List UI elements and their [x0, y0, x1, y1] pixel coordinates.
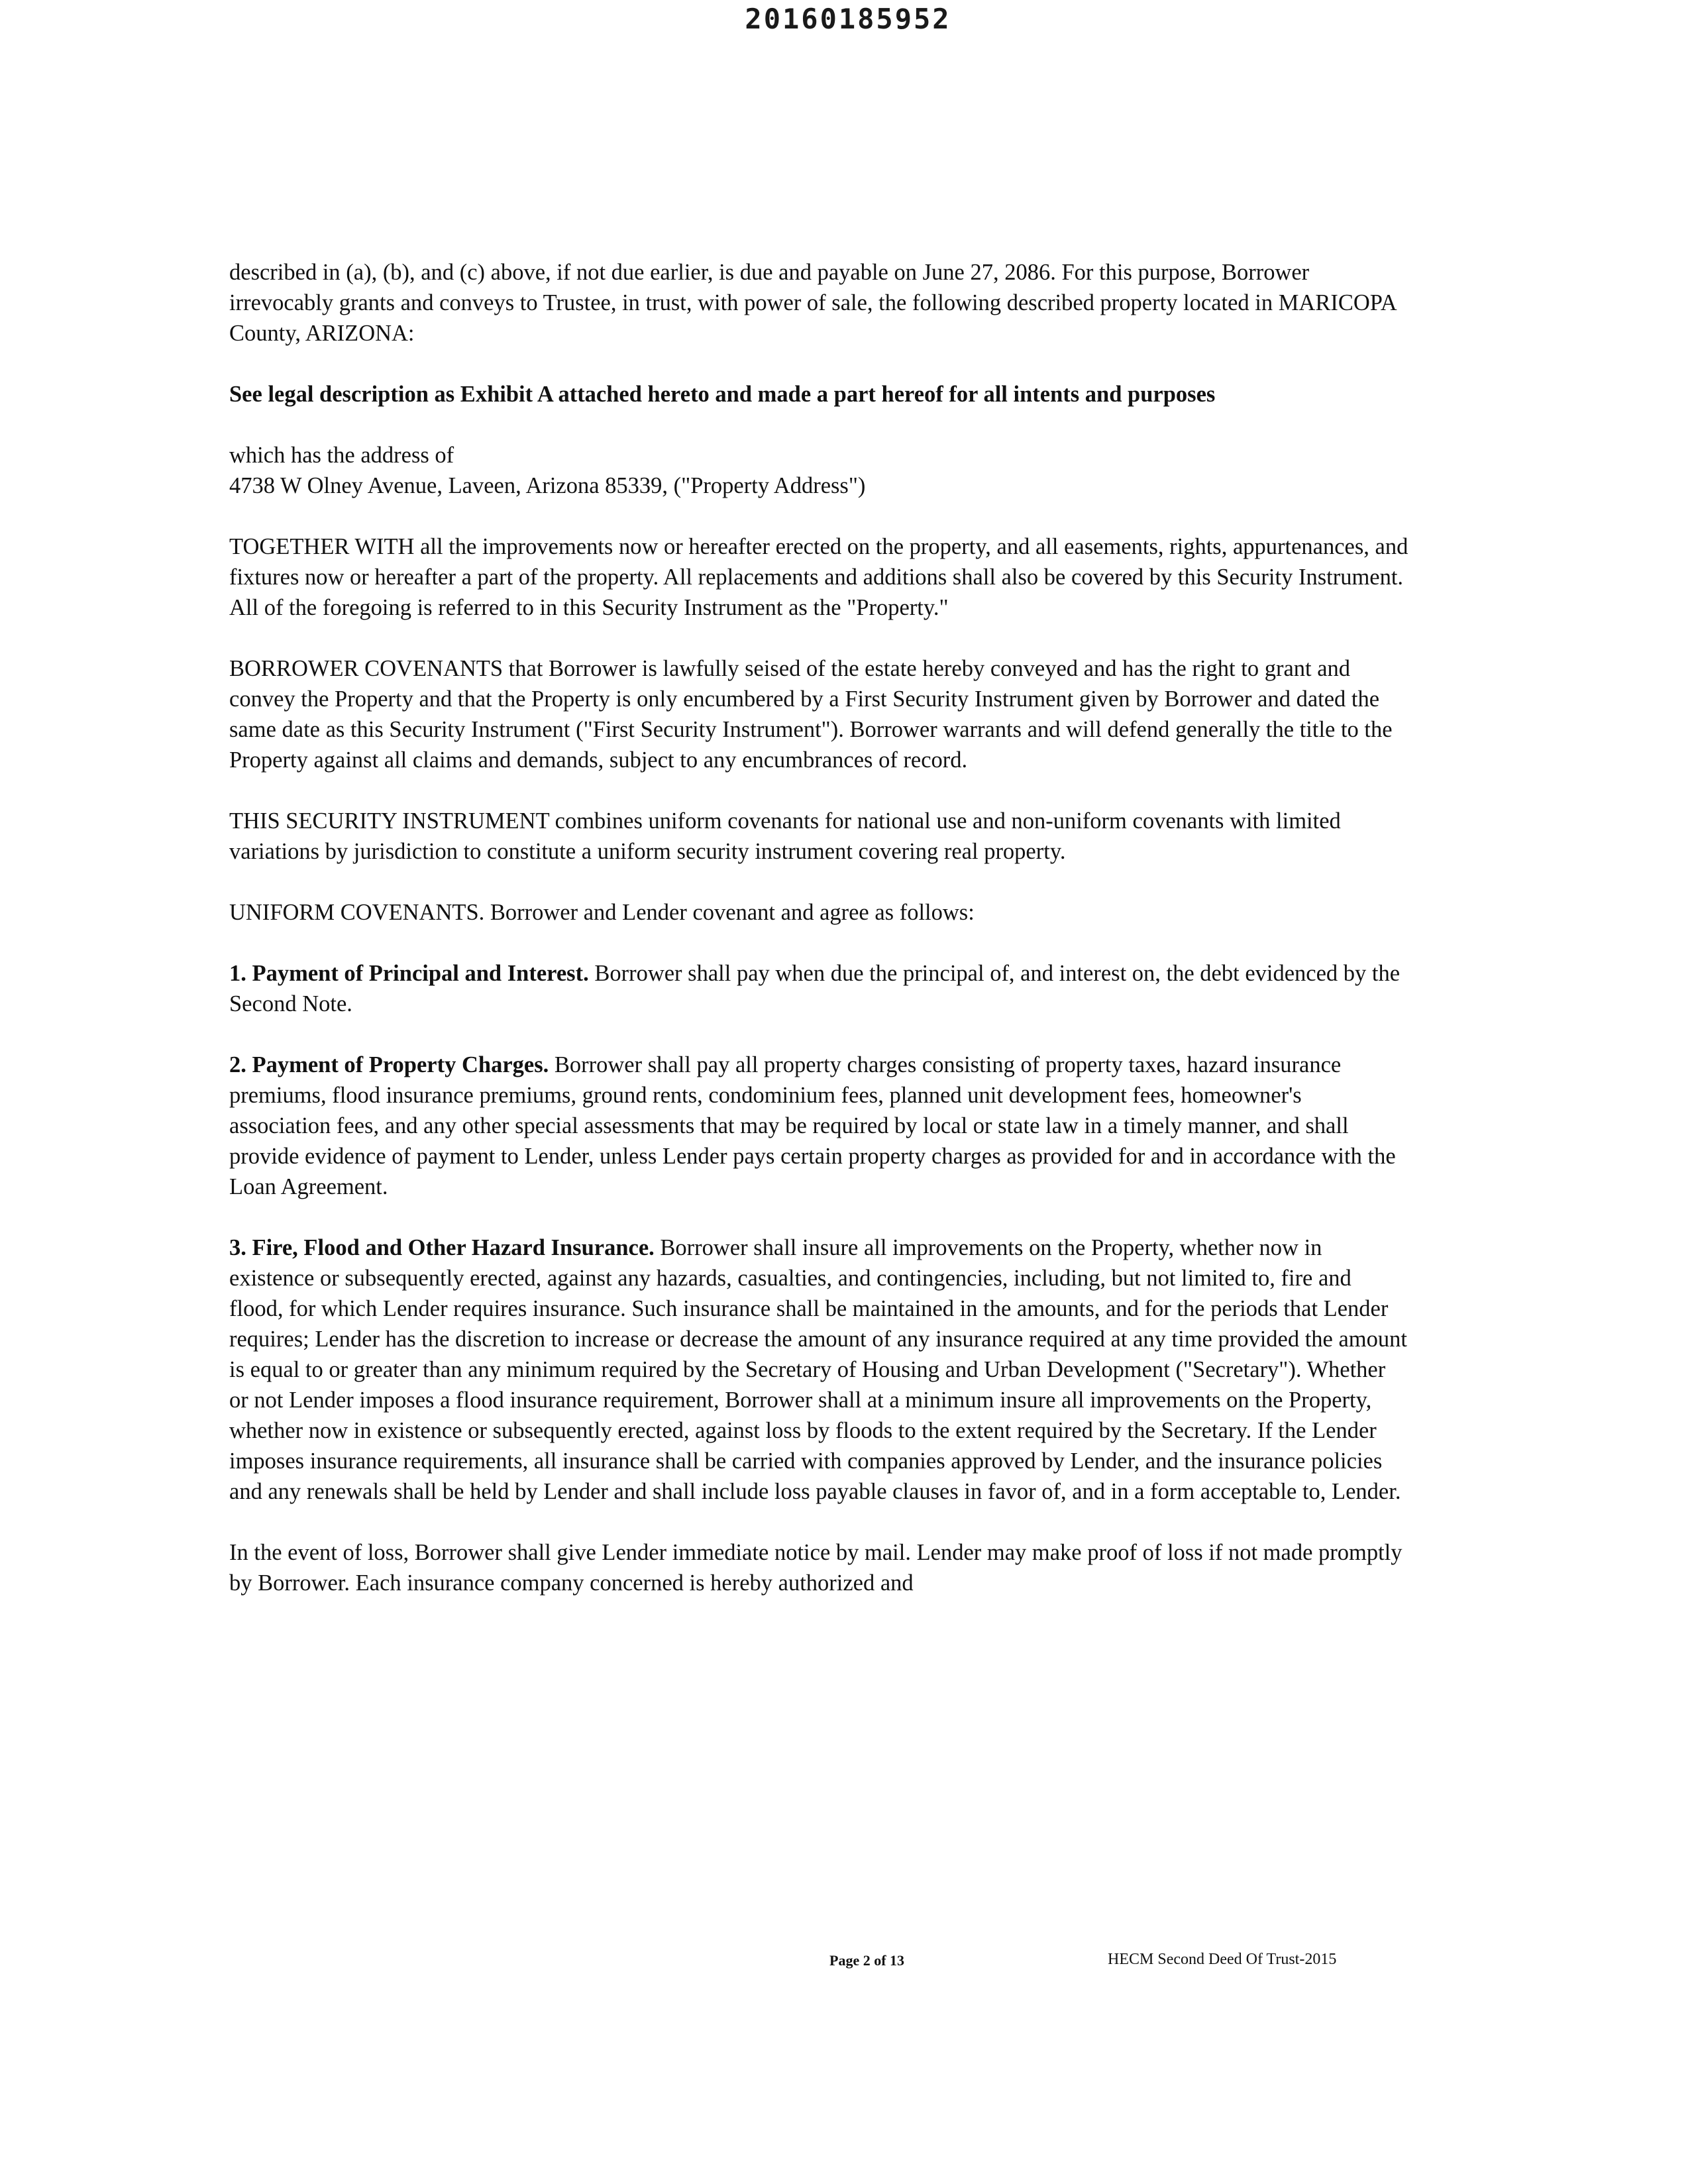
recording-number: 20160185952: [745, 3, 951, 35]
paragraph-borrower-covenants: BORROWER COVENANTS that Borrower is lawfully seised of the estate hereby conveyed and has the right to grant and convey the Property and that the Property is only encumbered by a First Security Instrument given by Borrower and dated the same date as this Security Instrument ("First Security Instrument"). Borrower warrants and will defend generally the title to the Property against all claims and demands, subject to any encumbrances of record.: [229, 656, 1393, 773]
paragraph-event-of-loss: In the event of loss, Borrower shall give Lender immediate notice by mail. Lender may make proof of loss if not made promptly by Borrower. Each insurance company concerned is hereby authorized and: [229, 1540, 1403, 1596]
legal-description-reference: See legal description as Exhibit A attached hereto and made a part hereof for all intents and purposes: [229, 382, 1216, 407]
section-1-text: Borrower shall pay when due the principal of, and interest on, the debt evidenced by the Second Note.: [229, 961, 1401, 1016]
form-name: HECM Second Deed Of Trust-2015: [1108, 1951, 1337, 1968]
section-2-text: Borrower shall pay all property charges consisting of property taxes, hazard insurance premiums, flood insurance premiums, ground rents, condominium fees, planned unit development fees, homeowner's association fees, and any other special assessments that may be required by local or state law in a timely manner, and shall provide evidence of payment to Lender, unless Lender pays certain property charges as provided for and in accordance with the Loan Agreement.: [229, 1052, 1396, 1199]
paragraph-together-with: TOGETHER WITH all the improvements now or hereafter erected on the property, and all easements, rights, appurtenances, and fixtures now or hereafter a part of the property. All replacements and additions shall also be covered by this Security Instrument. All of the foregoing is referred to in this Security Instrument as the "Property.": [229, 534, 1408, 620]
section-1-heading: 1. Payment of Principal and Interest.: [229, 961, 589, 986]
page-number: Page 2 of 13: [829, 1952, 905, 1969]
section-3-text: Borrower shall insure all improvements on the Property, whether now in existence or subsequently erected, against any hazards, casualties, and contingencies, including, but not limited to, fire and flood, for which Lender requires insurance. Such insurance shall be maintained in the amounts, and for the periods that Lender requires; Lender has the discretion to increase or decrease the amount of any insurance required at any time provided the amount is equal to or greater than any minimum required by the Secretary of Housing and Urban Development ("Secretary"). Whether or not Lender imposes a flood insurance requirement, Borrower shall at a minimum insure all improvements on the Property, whether now in existence or subsequently erected, against loss by floods to the extent required by the Secretary. If the Lender imposes insurance requirements, all insurance shall be carried with companies approved by Lender, and the insurance policies and any renewals shall be held by Lender and shall include loss payable clauses in favor of, and in a form acceptable to, Lender.: [229, 1235, 1407, 1504]
section-2: [229, 1050, 1408, 1202]
document-body: [229, 257, 1408, 1598]
address-intro: which has the address of: [229, 443, 454, 468]
section-2-heading: 2. Payment of Property Charges.: [229, 1052, 549, 1077]
property-address: 4738 W Olney Avenue, Laveen, Arizona 85339, ("Property Address"): [229, 473, 866, 498]
section-3-heading: 3. Fire, Flood and Other Hazard Insurance.: [229, 1235, 655, 1260]
section-3: [229, 1232, 1408, 1507]
paragraph-uniform-covenants: UNIFORM COVENANTS. Borrower and Lender covenant and agree as follows:: [229, 900, 975, 925]
paragraph-property-conveyance: described in (a), (b), and (c) above, if not due earlier, is due and payable on June 27, 2086. For this purpose, Borrower irrevocably grants and conveys to Trustee, in trust, with power of sale, the following described property located in MARICOPA County, ARIZONA:: [229, 260, 1396, 346]
property-address-block: [229, 440, 1408, 501]
paragraph-security-instrument: THIS SECURITY INSTRUMENT combines uniform covenants for national use and non-uniform covenants with limited variations by jurisdiction to constitute a uniform security instrument covering real property.: [229, 808, 1341, 864]
section-1: [229, 958, 1408, 1019]
